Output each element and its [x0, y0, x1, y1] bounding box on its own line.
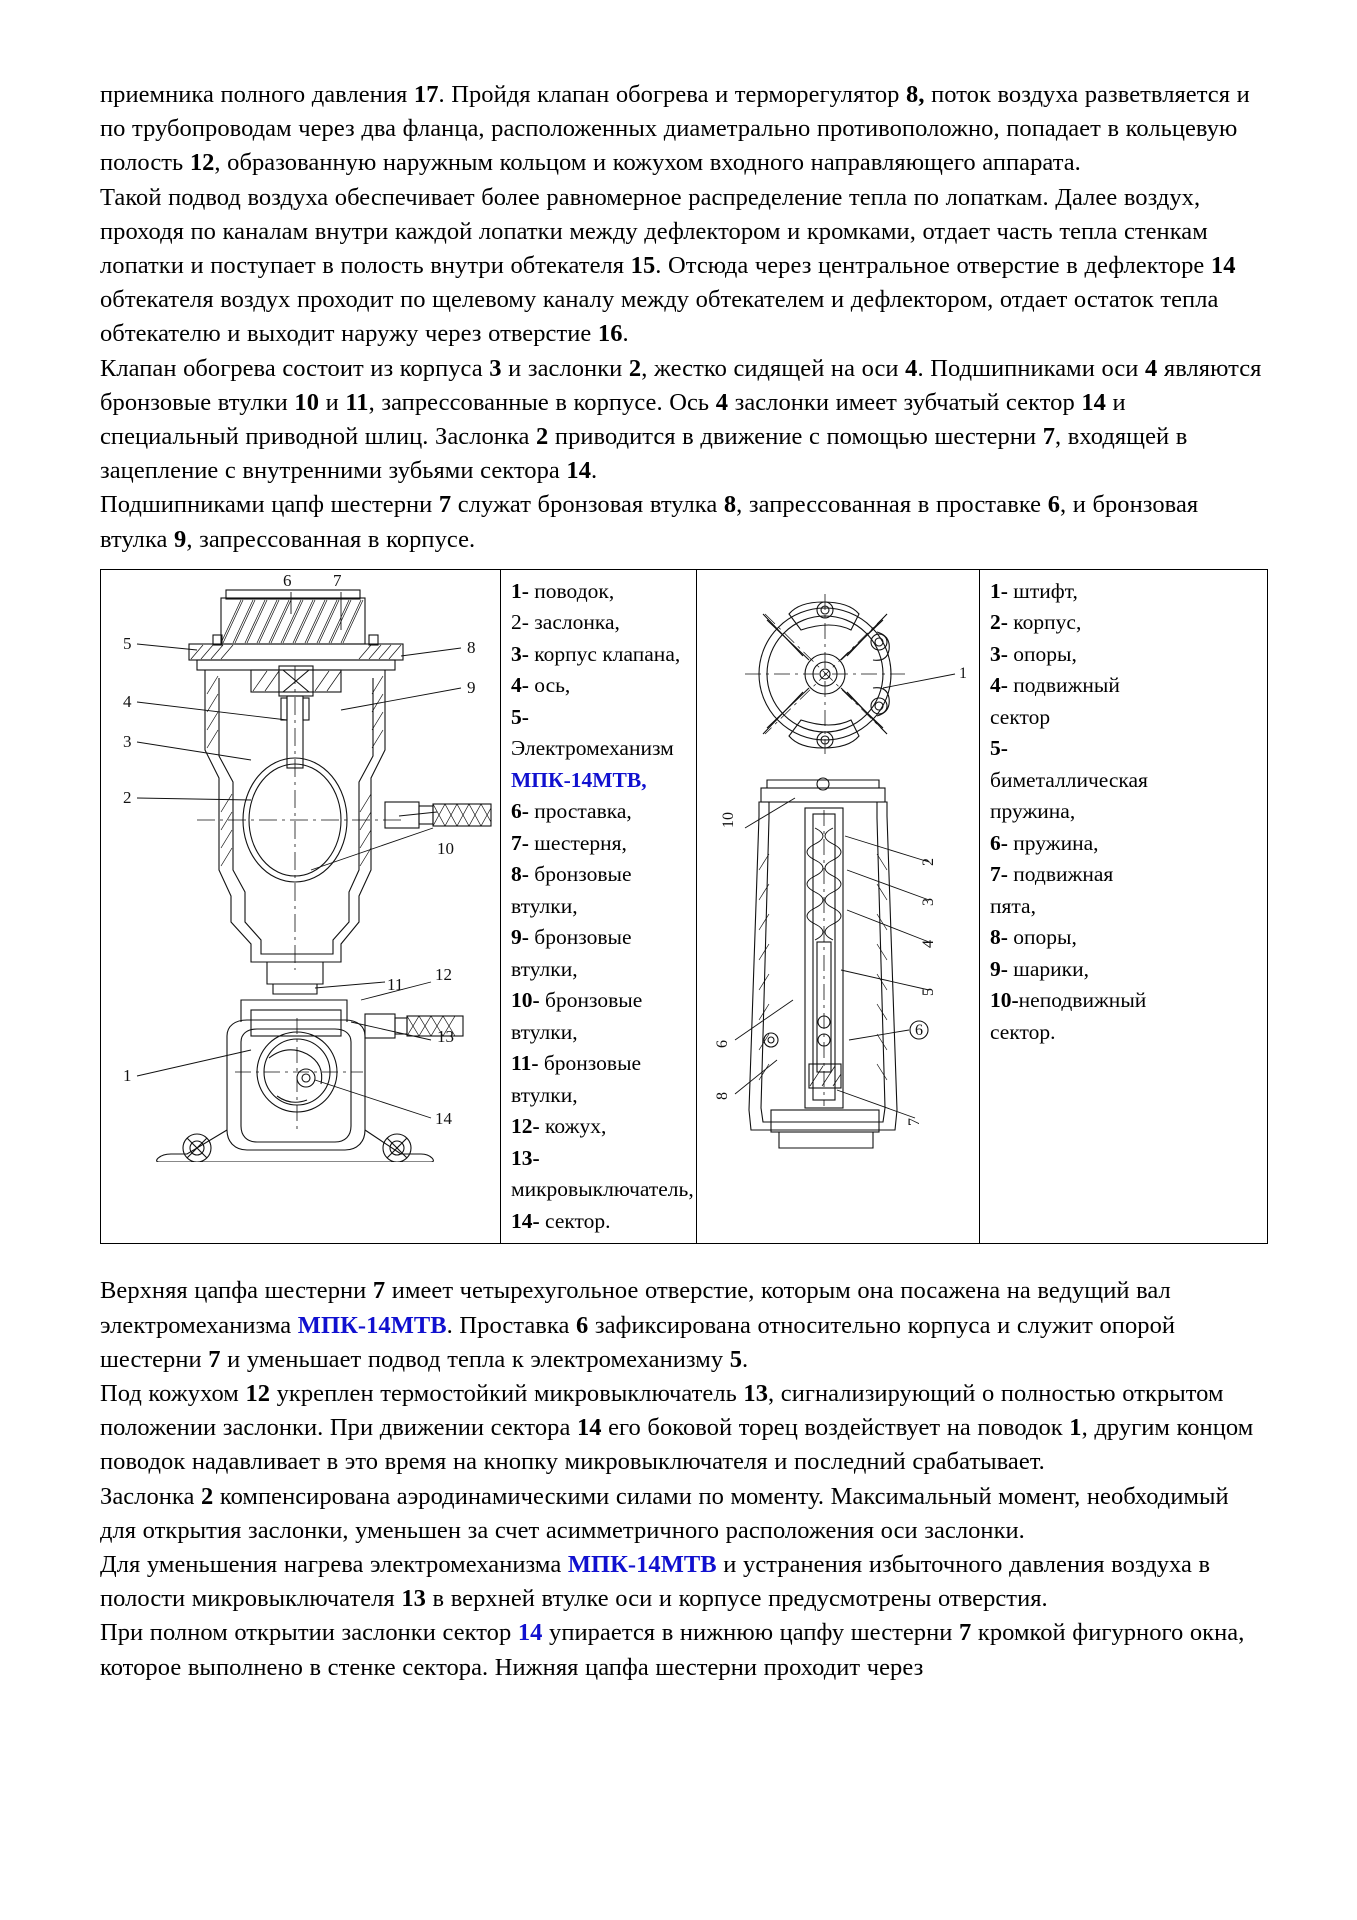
callout-number: 13 — [743, 1379, 769, 1407]
legend-item-label: подвижный — [1007, 673, 1120, 698]
legend-item — [990, 796, 1261, 828]
callout-number: 14 — [566, 457, 592, 485]
legend-item — [511, 639, 690, 671]
legend-item-label: микровыключатель, — [511, 1177, 694, 1202]
svg-text:5: 5 — [920, 987, 937, 996]
legend-item-label: пружина, — [1007, 830, 1099, 855]
callout-number: 2 — [201, 1482, 214, 1510]
paragraph-3: Клапан обогрева состоит из корпуса 3 и заслонки 2, жестко сидящей на оси 4. Подшипниками оси 4 являются бронзовые втулки 10 и 11, запрессованные в корпусе. Ось 4 заслонки имеет зубчатый сектор 14 и специальный приводной шлиц. Заслонка 2 приводится в движение с помощью шестерни 7, входящей в зацепление с внутренними зубьями сектора 14. — [100, 354, 1262, 485]
legend-item — [990, 733, 1261, 765]
legend-item-label: заслонка, — [528, 610, 620, 635]
callout-number: 3 — [489, 354, 502, 382]
callout-number: 5 — [729, 1345, 743, 1373]
callout-number: 11 — [345, 388, 369, 416]
svg-text:10: 10 — [437, 838, 454, 858]
svg-text:1: 1 — [959, 664, 967, 682]
callout-number: 7 — [438, 491, 452, 519]
legend-item-number: 8- — [990, 925, 1008, 950]
legend-item-label: бронзовые — [528, 862, 632, 887]
svg-text:5: 5 — [123, 633, 132, 653]
figure-legend-thermo — [980, 570, 1267, 1055]
callout-number: 8 — [723, 491, 737, 519]
legend-item-number: 7- — [511, 830, 529, 855]
legend-item — [511, 828, 690, 860]
legend-item-label: бронзовые — [538, 1051, 642, 1076]
callout-number: 7 — [1042, 423, 1056, 451]
legend-item-number: 5- — [990, 736, 1008, 761]
svg-text:6: 6 — [915, 1021, 923, 1039]
legend-item-label: сектор. — [990, 1019, 1056, 1044]
callout-number: 2 — [536, 423, 549, 451]
svg-text:6: 6 — [283, 570, 292, 590]
legend-item-number: 4- — [511, 673, 529, 698]
svg-text:8: 8 — [714, 1091, 731, 1100]
svg-text:2: 2 — [920, 857, 937, 866]
legend-item-number: 11- — [511, 1051, 539, 1076]
legend-item-label: шарики, — [1007, 956, 1089, 981]
figure-legend-valve — [501, 570, 696, 1244]
legend-item — [511, 576, 690, 608]
legend-item-number: 1- — [511, 578, 529, 603]
legend-item — [990, 828, 1261, 860]
legend-item-label: бронзовые — [528, 925, 632, 950]
bottom-text-block — [100, 1274, 1269, 1684]
legend-item-label: корпус клапана, — [528, 641, 681, 666]
legend-item-label: ось, — [528, 673, 571, 698]
svg-text:7: 7 — [333, 570, 342, 590]
legend-item-label: штифт, — [1007, 578, 1078, 603]
legend-item-label: опоры, — [1007, 925, 1077, 950]
valve-assembly-drawing — [101, 570, 499, 1162]
mpk-part-label: МПК-14МТВ — [567, 1550, 717, 1578]
legend-item-number: 5- — [511, 704, 529, 729]
legend-item-label: Электромеханизм — [511, 736, 674, 761]
legend-item — [990, 765, 1261, 797]
legend-item — [990, 985, 1261, 1017]
callout-number: 14 — [517, 1619, 543, 1647]
paragraph-7: Заслонка 2 компенсирована аэродинамическими силами по моменту. Максимальный момент, необходимый для открытия заслонки, уменьшен за счет асимметричного расположения оси заслонки. — [100, 1482, 1229, 1544]
legend-item — [511, 702, 690, 734]
legend-item — [511, 954, 690, 986]
legend-item-number: 2- — [990, 610, 1008, 635]
callout-number: 12 — [189, 149, 215, 177]
legend-item-number: 12- — [511, 1114, 540, 1139]
legend-item — [511, 765, 690, 797]
callout-number: 16 — [597, 320, 623, 348]
legend-item — [990, 670, 1261, 702]
figure-table — [100, 569, 1268, 1245]
callout-number: 4 — [1145, 354, 1158, 382]
callout-number: 6 — [1047, 491, 1060, 519]
legend-item — [990, 891, 1261, 923]
svg-text:9: 9 — [467, 677, 476, 697]
callout-number: 7 — [372, 1277, 386, 1305]
legend-item-label: шестерня, — [528, 830, 627, 855]
legend-item — [990, 607, 1261, 639]
thermostat-drawing — [697, 570, 978, 1162]
paragraph-5: Верхняя цапфа шестерни 7 имеет четырехугольное отверстие, которым она посажена на ведущий вал электромеханизма МПК-14МТВ. Проставка 6 зафиксирована относительно корпуса и служит опорой шестерни 7 и уменьшает подвод тепла к электромеханизму 5. — [100, 1277, 1176, 1373]
top-text-block — [100, 78, 1269, 557]
legend-item — [511, 670, 690, 702]
legend-item-label: неподвижный — [1018, 988, 1147, 1013]
figure-drawing-valve — [101, 569, 501, 1244]
svg-text:11: 11 — [387, 974, 404, 994]
legend-item-number: 6- — [990, 830, 1008, 855]
callout-number: 6 — [575, 1311, 589, 1339]
paragraph-8: Для уменьшения нагрева электромеханизма МПК-14МТВ и устранения избыточного давления воздуха в полости микровыключателя 13 в верхней втулке оси и корпусе предусмотрены отверстия. — [100, 1550, 1211, 1613]
legend-item-label: корпус, — [1007, 610, 1082, 635]
legend-item — [990, 1017, 1261, 1049]
legend-item-number: 9- — [511, 925, 529, 950]
legend-item — [511, 1017, 690, 1049]
legend-item — [511, 1206, 690, 1238]
legend-item-label: пружина, — [990, 799, 1076, 824]
svg-text:10: 10 — [720, 811, 737, 828]
mpk-part-label: МПК-14МТВ — [297, 1311, 447, 1339]
figure-drawing-thermostat — [697, 569, 980, 1244]
legend-item — [511, 1174, 694, 1206]
legend-item-number: 13- — [511, 1145, 540, 1170]
legend-item — [990, 576, 1261, 608]
callout-number: 9 — [174, 525, 187, 553]
legend-item-number: 14- — [511, 1208, 540, 1233]
callout-number: 7 — [959, 1619, 972, 1647]
legend-item-label: поводок, — [528, 578, 615, 603]
legend-item-label: сектор — [990, 704, 1051, 729]
callout-number: 14 — [1210, 252, 1236, 280]
svg-text:8: 8 — [467, 637, 476, 657]
legend-item-label: опоры, — [1007, 641, 1077, 666]
legend-item-number: 1- — [990, 578, 1008, 603]
legend-item — [511, 1048, 690, 1080]
paragraph-4: Подшипниками цапф шестерни 7 служат бронзовая втулка 8, запрессованная в проставке 6, и бронзовая втулка 9, запрессованная в корпусе. — [100, 491, 1199, 553]
legend-item-number: 9- — [990, 956, 1008, 981]
callout-number: 12 — [245, 1379, 271, 1407]
legend-item-label: бронзовые — [539, 988, 643, 1013]
callout-number: 17 — [413, 81, 439, 108]
legend-item — [511, 796, 690, 828]
paragraph-9: При полном открытии заслонки сектор 14 упирается в нижнюю цапфу шестерни 7 кромкой фигурного окна, которое выполнено в стенке сектора. Нижняя цапфа шестерни проходит через — [100, 1619, 1245, 1681]
legend-item — [990, 639, 1261, 671]
legend-item-number: 3- — [990, 641, 1008, 666]
legend-item-number: 4- — [990, 673, 1008, 698]
figure-legend-valve-cell — [501, 569, 697, 1244]
paragraph-6: Под кожухом 12 укреплен термостойкий микровыключатель 13, сигнализирующий о полностью открытом положении заслонки. При движении сектора 14 его боковой торец воздействует на поводок 1, другим концом поводок надавливает в это время на кнопку микровыключателя и последний срабатывает. — [100, 1379, 1254, 1476]
legend-item-number: 3- — [511, 641, 529, 666]
legend-item-label: втулки, — [511, 1019, 578, 1044]
paragraph-2: Такой подвод воздуха обеспечивает более равномерное распределение тепла по лопаткам. Далее воздух, проходя по каналам внутри каждой лопатки между дефлектором и кромками, отдает часть тепла стенкам лопатки и поступает в полость внутри обтекателя 15. Отсюда через центральное отверстие в дефлекторе 14 обтекателя воздух проходит по щелевому каналу между обтекателем и дефлектором, отдает остаток тепла обтекателю и выходит наружу через отверстие 16. — [100, 183, 1236, 348]
legend-item-label: втулки, — [511, 956, 578, 981]
svg-text:14: 14 — [435, 1108, 452, 1128]
paragraph-1: приемника полного давления 17. Пройдя клапан обогрева и терморегулятор 8, поток воздуха разветвляется и по трубопроводам через два фланца, расположенных диаметрально противоположно, попадает в кольцевую полость 12, образованную наружным кольцом и кожухом входного направляющего аппарата. — [100, 81, 1250, 177]
legend-item — [511, 891, 690, 923]
legend-item-label: биметаллическая — [990, 767, 1148, 792]
svg-text:1: 1 — [123, 1065, 132, 1085]
legend-item-number: 10- — [511, 988, 540, 1013]
callout-number: 15 — [630, 252, 656, 280]
legend-item-label: кожух, — [539, 1114, 607, 1139]
legend-item — [990, 859, 1261, 891]
callout-number: 8, — [906, 81, 925, 108]
legend-item — [511, 859, 690, 891]
legend-item — [511, 1111, 690, 1143]
legend-item — [511, 922, 690, 954]
svg-text:3: 3 — [920, 897, 937, 906]
legend-item — [511, 733, 690, 765]
legend-item-label: проставка, — [528, 799, 632, 824]
svg-text:12: 12 — [435, 964, 452, 984]
legend-item-label: пята, — [990, 893, 1036, 918]
callout-number: 14 — [1081, 388, 1106, 416]
legend-item-number: 7- — [990, 862, 1008, 887]
legend-item-label: втулки, — [511, 1082, 578, 1107]
legend-item — [990, 702, 1261, 734]
legend-item-number: 2- — [511, 610, 529, 635]
svg-text:6: 6 — [714, 1039, 731, 1048]
legend-item-number: 10- — [990, 988, 1019, 1013]
svg-text:13: 13 — [437, 1026, 454, 1046]
svg-text:7: 7 — [906, 1117, 923, 1126]
callout-number: 13 — [401, 1585, 426, 1613]
legend-item — [990, 922, 1261, 954]
figure-legend-thermo-cell — [980, 569, 1268, 1244]
svg-text:2: 2 — [123, 787, 132, 807]
legend-item-label: втулки, — [511, 893, 578, 918]
callout-number: 4 — [905, 354, 918, 382]
svg-text:4: 4 — [920, 939, 937, 948]
svg-text:3: 3 — [123, 731, 132, 751]
legend-item-number: 8- — [511, 862, 529, 887]
legend-item-number: 6- — [511, 799, 529, 824]
legend-item — [511, 1143, 690, 1175]
mpk-part-label: МПК-14МТВ, — [511, 767, 647, 792]
callout-number: 2 — [628, 354, 642, 382]
legend-item — [511, 985, 690, 1017]
legend-item — [511, 607, 690, 639]
callout-number: 10 — [294, 388, 320, 416]
legend-item — [990, 954, 1261, 986]
callout-number: 7 — [208, 1345, 221, 1373]
svg-text:4: 4 — [123, 691, 132, 711]
callout-number: 1 — [1069, 1414, 1082, 1442]
legend-item — [511, 1080, 690, 1112]
callout-number: 14 — [576, 1414, 602, 1442]
callout-number: 4 — [715, 388, 729, 416]
legend-item-label: сектор. — [539, 1208, 611, 1233]
legend-item-label: подвижная — [1007, 862, 1114, 887]
